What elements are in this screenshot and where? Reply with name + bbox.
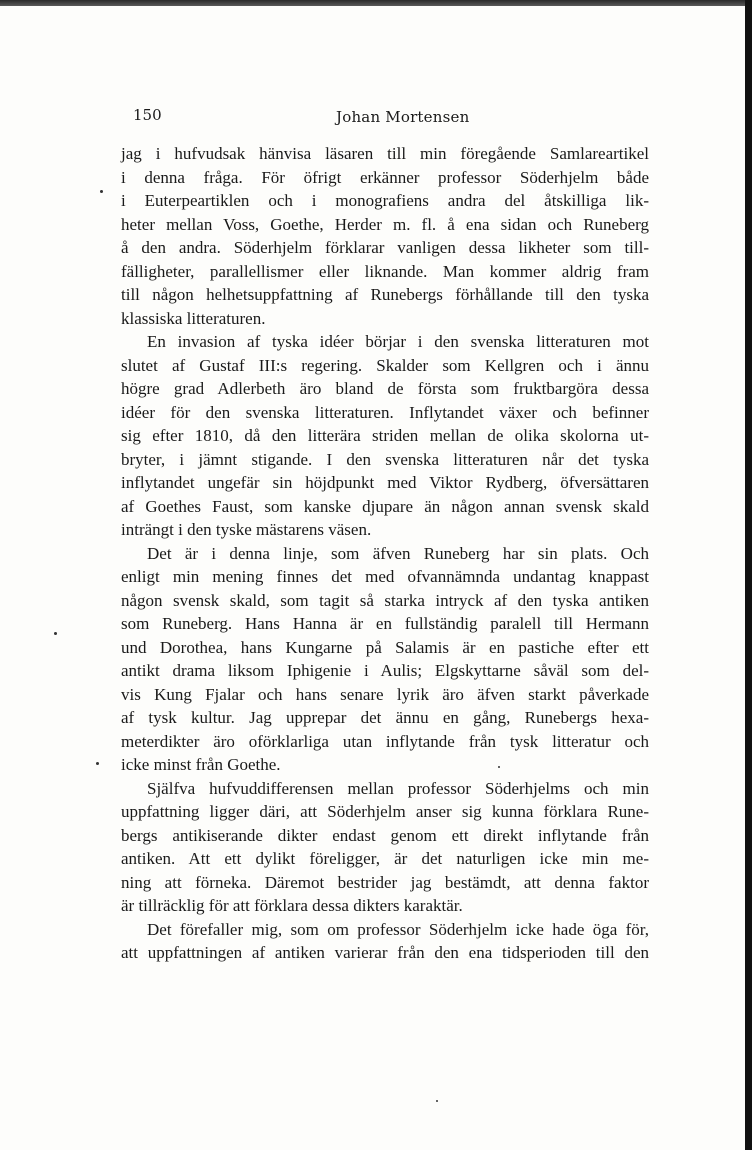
text-line: Det är i denna linje, som äfven Runeberg har sin plats. Och (147, 543, 649, 563)
text-line: meterdikter äro oförklarliga utan inflytande från tysk litteratur och (121, 731, 649, 751)
text-line: till någon helhetsuppfattning af Runebergs förhållande till den tyska (121, 285, 649, 304)
text-line: jag i hufvudsak hänvisa läsaren till min föregående Samlareartikel (121, 144, 649, 163)
scan-speck (436, 1100, 438, 1102)
text-line: vis Kung Fjalar och hans senare lyrik äro äfven starkt påverkade (121, 684, 649, 704)
scan-top-edge (0, 0, 752, 6)
text-line: bergs antikiserande dikter endast genom ett direkt inflytande från (121, 825, 649, 845)
page-number: 150 (133, 106, 162, 124)
text-line: enligt min mening finnes det med ofvannämnda undantag knappast (121, 567, 649, 586)
scan-speck (96, 762, 99, 765)
text-line: Själfva hufvuddifferensen mellan professor Söderhjelms och min (147, 778, 649, 798)
scan-speck (498, 766, 500, 768)
scan-speck (100, 190, 103, 193)
text-line: högre grad Adlerbeth äro bland de första som fruktbargöra dessa (121, 379, 649, 398)
text-line: att uppfattningen af antiken varierar från den ena tidsperioden till den (121, 943, 649, 962)
text-line: En invasion af tyska idéer börjar i den svenska litteraturen mot (147, 332, 649, 351)
text-line: fälligheter, parallellismer eller liknande. Man kommer aldrig fram (121, 261, 649, 281)
text-line: inträngt i den tyske mästarens väsen. (121, 520, 372, 539)
text-line: Det förefaller mig, som om professor Söderhjelm icke hade öga för, (147, 919, 649, 939)
text-line: bryter, i jämnt stigande. I den svenska litteraturen når det tyska (121, 449, 649, 469)
scan-right-edge (745, 0, 752, 1150)
text-line: af Goethes Faust, som kanske djupare än någon annan svensk skald (121, 496, 649, 516)
body-text (121, 142, 649, 965)
text-line: und Dorothea, hans Kungarne på Salamis är en pastiche efter ett (121, 637, 649, 657)
text-line: af tysk kultur. Jag upprepar det ännu en gång, Runebergs hexa- (121, 708, 649, 727)
text-line: icke minst från Goethe. (121, 755, 281, 774)
text-line: i denna fråga. För öfrigt erkänner professor Söderhjelm både (121, 167, 649, 187)
text-line: å den andra. Söderhjelm förklarar vanligen dessa likheter som till- (121, 238, 649, 257)
text-line: inflytandet ungefär sin höjdpunkt med Viktor Rydberg, öfversättaren (121, 473, 649, 492)
text-line: slutet af Gustaf III:s regering. Skalder som Kellgren och i ännu (121, 355, 649, 375)
scan-speck (54, 632, 57, 635)
text-line: antikt drama liksom Iphigenie i Aulis; Elgskyttarne såväl som del- (121, 661, 649, 680)
text-line: klassiska litteraturen. (121, 308, 266, 328)
text-line: någon svensk skald, som tagit så starka intryck af den tyska antiken (121, 590, 649, 610)
text-line: är tillräcklig för att förklara dessa dikters karaktär. (121, 896, 463, 915)
running-head: Johan Mortensen (336, 108, 470, 126)
text-line: idéer för den svenska litteraturen. Inflytandet växer och befinner (121, 402, 649, 422)
text-line: heter mellan Voss, Goethe, Herder m. fl. å ena sidan och Runeberg (121, 214, 649, 234)
text-line: som Runeberg. Hans Hanna är en fullständig paralell till Hermann (121, 614, 649, 633)
text-line: uppfattning ligger däri, att Söderhjelm anser sig kunna förklara Rune- (121, 802, 649, 821)
text-line: i Euterpeartiklen och i monografiens andra del åtskilliga lik- (121, 191, 649, 210)
page-header (133, 106, 653, 128)
text-line: ning att förneka. Däremot bestrider jag bestämdt, att denna faktor (121, 872, 649, 892)
text-line: antiken. Att ett dylikt föreligger, är det naturligen icke min me- (121, 849, 649, 868)
text-line: sig efter 1810, då den litterära striden mellan de olika skolorna ut- (121, 426, 649, 445)
